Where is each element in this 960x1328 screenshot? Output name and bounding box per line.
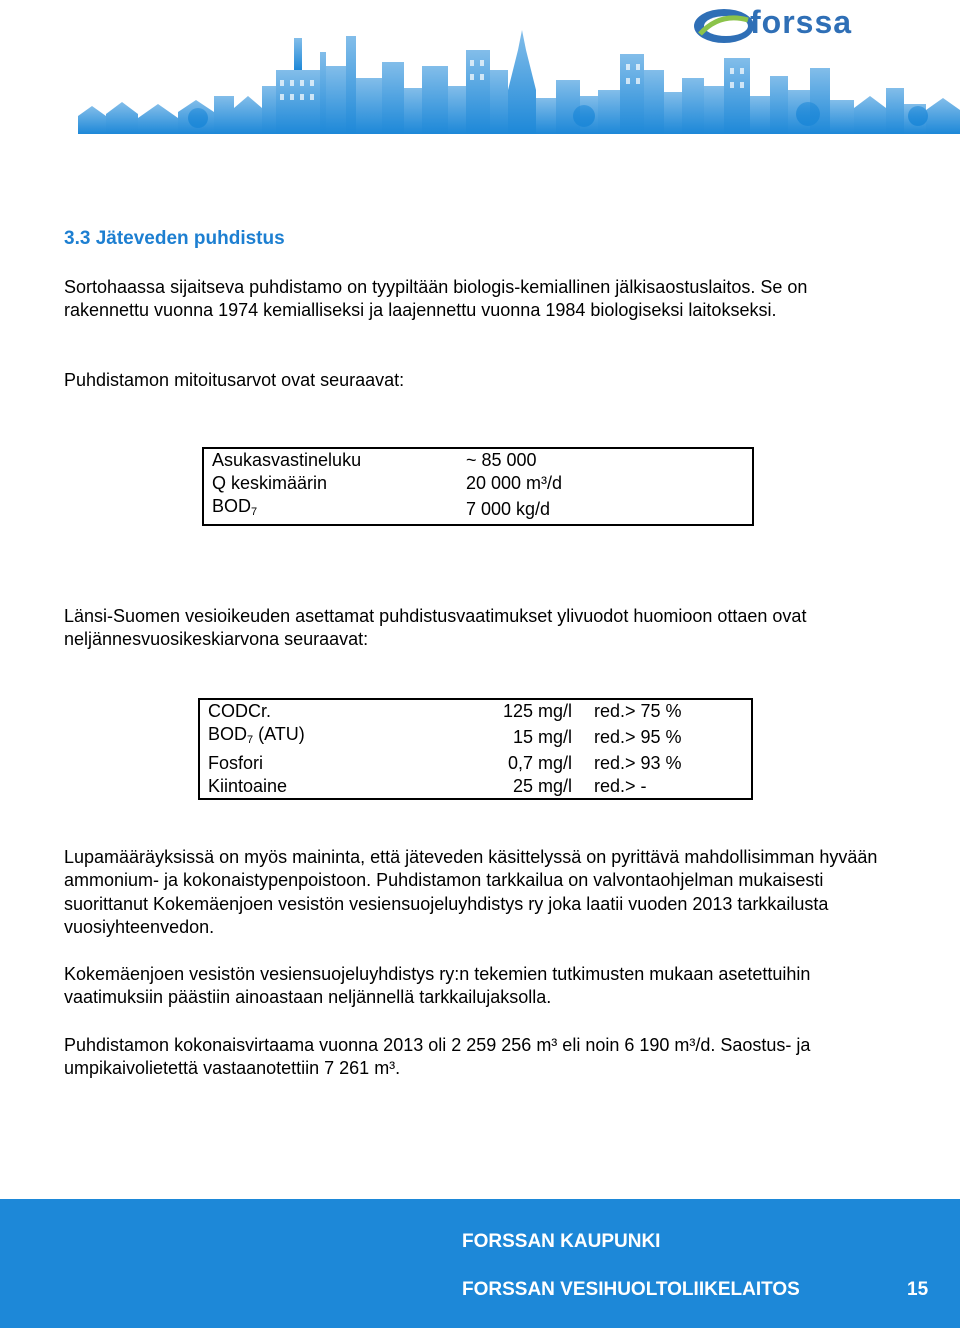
section-heading: 3.3 Jäteveden puhdistus [64,228,285,249]
table-cell-reduction: red.> 93 % [594,753,682,773]
table-cell-label: $BOD_7$ [212,496,258,518]
table-row [199,775,752,799]
footer-bar [0,1199,960,1328]
flow-paragraph: Puhdistamon kokonaisvirtaama vuonna 2013 oli 2 259 256 m³ eli noin 6 190 m³/d. Saostus- ja umpikaivolietettä vastaanotettiin 7 261 m³. [64,1035,811,1079]
table-cell-value: 7 000 kg/d [466,499,551,519]
footer-city-name: FORSSAN KAUPUNKI [462,1231,661,1252]
table-cell-concentration: 25 mg/l [512,776,572,796]
research-paragraph: Kokemäenjoen vesistön vesiensuojeluyhdistys ry:n tekemien tutkimusten mukaan asetettuihin vaatimuksiin päästiin ainoastaan neljännellä tarkkailujaksolla. [64,964,811,1008]
table-cell-parameter: $BOD_7$ (ATU) [208,724,305,746]
table-cell-concentration: 0,7 mg/l [507,753,572,773]
page-number: 15 [907,1279,929,1300]
dimensioning-table [202,447,754,526]
table-cell-concentration: 15 mg/l [512,727,572,747]
table-cell-parameter: Kiintoaine [208,776,288,796]
table-cell-parameter: Fosfori [208,753,264,773]
intro-paragraph: Sortohaassa sijaitseva puhdistamo on tyypiltään biologis-kemiallinen jälkisaostuslaitos. Se on rakennettu vuonna 1974 kemialliseksi ja laajennettu vuonna 1984 biologiseksi laitokseksi. [64,277,808,321]
table-row [199,752,752,775]
permit-paragraph: Lupamääräyksissä on myös maininta, että jäteveden käsittelyssä on pyrittävä mahdollisimman hyvään ammonium- ja kokonaistypenpoistoon. Puhdistamon tarkkailua on valvontaohjelman mukaisesti suorittanut Kokemäenjoen vesistön vesiensuojeluyhdistys ry joka laatii vuoden 2013 tarkkailusta vuosiyhteenvedon. [64,847,878,937]
table-row [199,723,752,752]
table-cell-label: Asukasvastineluku [212,450,362,470]
table-cell-reduction: red.> 75 % [594,701,682,721]
table-cell-reduction: red.> 95 % [594,727,682,747]
table-row [203,495,753,525]
table-row [203,472,753,495]
table-cell-value: 20 000 m³/d [466,473,563,493]
table-cell-concentration: 125 mg/l [502,701,572,721]
requirements-table [198,698,753,800]
forssa-logo-text: forssa [750,4,853,40]
table-cell-value: ~ 85 000 [466,450,537,470]
table-row [199,699,752,723]
table-cell-parameter: CODCr. [208,701,271,721]
footer-utility-name: FORSSAN VESIHUOLTOLIIKELAITOS [462,1279,800,1300]
table-cell-label: Q keskimäärin [212,473,328,493]
dimensioning-intro: Puhdistamon mitoitusarvot ovat seuraavat: [64,370,405,390]
requirements-intro: Länsi-Suomen vesioikeuden asettamat puhdistusvaatimukset ylivuodot huomioon ottaen ovat neljännesvuosikeskiarvona seuraavat: [64,606,807,650]
table-row [203,448,753,472]
table-cell-reduction: red.> - [594,776,647,796]
